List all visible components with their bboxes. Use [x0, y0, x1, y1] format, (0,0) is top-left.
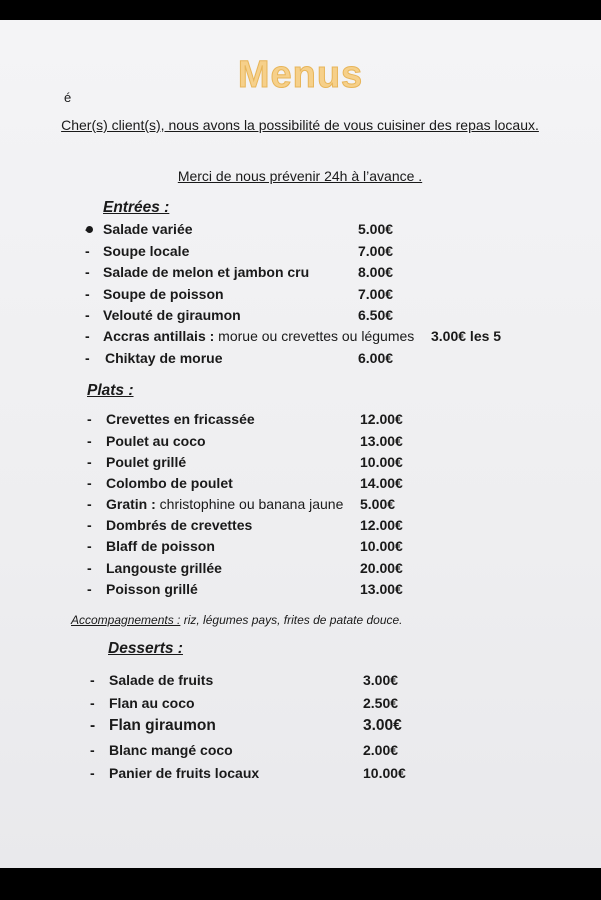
- item-price: 3.00€ les 5: [431, 328, 502, 344]
- item-price: 7.00€: [358, 286, 394, 302]
- item-name: Poisson grillé: [106, 581, 198, 597]
- item-name: Crevettes en fricassée: [106, 411, 255, 427]
- item-price: 7.00€: [358, 243, 394, 259]
- item-name: Salade de fruits: [109, 672, 214, 688]
- item-name: Panier de fruits locaux: [109, 765, 260, 781]
- accompagnements-line: [71, 613, 403, 627]
- section-title-plats: Plats :: [87, 382, 134, 399]
- item-price: 8.00€: [358, 264, 394, 280]
- item-name: Colombo de poulet: [106, 475, 233, 491]
- item-price: 2.50€: [363, 695, 399, 711]
- item-price: 12.00€: [360, 517, 403, 533]
- notice-text: Merci de nous prévenir 24h à l’avance .: [177, 168, 423, 184]
- item-name: Langouste grillée: [106, 560, 222, 576]
- accompagnements-label: Accompagnements :: [71, 613, 181, 627]
- item-name: Soupe de poisson: [103, 286, 224, 302]
- item-price: 5.00€: [358, 221, 394, 237]
- page-title: Menus: [237, 54, 364, 96]
- item-name: Accras antillais :: [103, 328, 215, 344]
- item-price: 5.00€: [360, 496, 396, 512]
- item-price: 14.00€: [360, 475, 403, 491]
- section-title-entrees: Entrées :: [103, 199, 170, 216]
- item-name: Poulet au coco: [106, 433, 206, 449]
- item-price: 13.00€: [360, 433, 403, 449]
- item-price: 10.00€: [363, 765, 406, 781]
- item-detail: christophine ou banana jaune: [155, 496, 344, 512]
- section-title-desserts: Desserts :: [108, 640, 183, 657]
- item-price: 6.00€: [358, 350, 394, 366]
- item-price: 20.00€: [360, 560, 403, 576]
- item-name: Dombrés de crevettes: [106, 517, 253, 533]
- item-name: Salade variée: [103, 221, 193, 237]
- item-price: 10.00€: [360, 538, 403, 554]
- item-name: Velouté de giraumon: [103, 307, 241, 323]
- item-name: Chiktay de morue: [105, 350, 223, 366]
- item-price: 6.50€: [358, 307, 394, 323]
- item-name: Gratin :: [106, 496, 156, 512]
- menu-sheet: Menus é Cher(s) client(s), nous avons la possibilité de vous cuisiner des repas locaux. Merci de nous prévenir 24h à l’avance . Entrées : - Salade variée 5.00€ - Soupe locale 7.00€ - Salade de melon et jambon cru 8.00€ - Soupe de poisson 7.00€ - Velouté de giraumon 6.50€ - Accras antillais : morue ou crevettes ou légumes 3.00€ les 5 - Chiktay de morue 6.00€ Plats : - Crevettes en fricassée 12.00€ - Poulet au coco 13.00€ - Poulet grillé 10.00€ - Colombo de poulet 14.00€ - Gratin : christophine ou banana jaune 5.00€ - Dombrés de crevettes 12.00€ - Blaff de poisson 10.00€ - Langouste grillée 20.00€ - Poisson grillé 13.00€ Accompagnements : riz, légumes pays, frites de patate douce. Desserts : - Salade de fruits 3.00€ - Flan au coco 2.50€ - Flan giraumon 3.00€ - Blanc mangé coco 2.00€ - Panier de fruits locaux 10.00€: [0, 20, 601, 868]
- item-name: Poulet grillé: [106, 454, 187, 470]
- item-price: 3.00€: [363, 717, 402, 734]
- item-price: 3.00€: [363, 672, 399, 688]
- item-name: Blanc mangé coco: [109, 742, 233, 758]
- item-price: 10.00€: [360, 454, 403, 470]
- item-price: 13.00€: [360, 581, 403, 597]
- item-price: 2.00€: [363, 742, 399, 758]
- item-detail: morue ou crevettes ou légumes: [214, 328, 415, 344]
- item-name: Flan giraumon: [109, 717, 216, 734]
- item-name: Salade de melon et jambon cru: [103, 264, 310, 280]
- stray-character: é: [64, 90, 72, 105]
- intro-text: Cher(s) client(s), nous avons la possibilité de vous cuisiner des repas locaux.: [61, 117, 539, 133]
- item-name: Flan au coco: [109, 695, 195, 711]
- accompagnements-text: riz, légumes pays, frites de patate douce.: [180, 613, 403, 627]
- item-price: 12.00€: [360, 411, 403, 427]
- item-name: Blaff de poisson: [106, 538, 215, 554]
- item-name: Soupe locale: [103, 243, 190, 259]
